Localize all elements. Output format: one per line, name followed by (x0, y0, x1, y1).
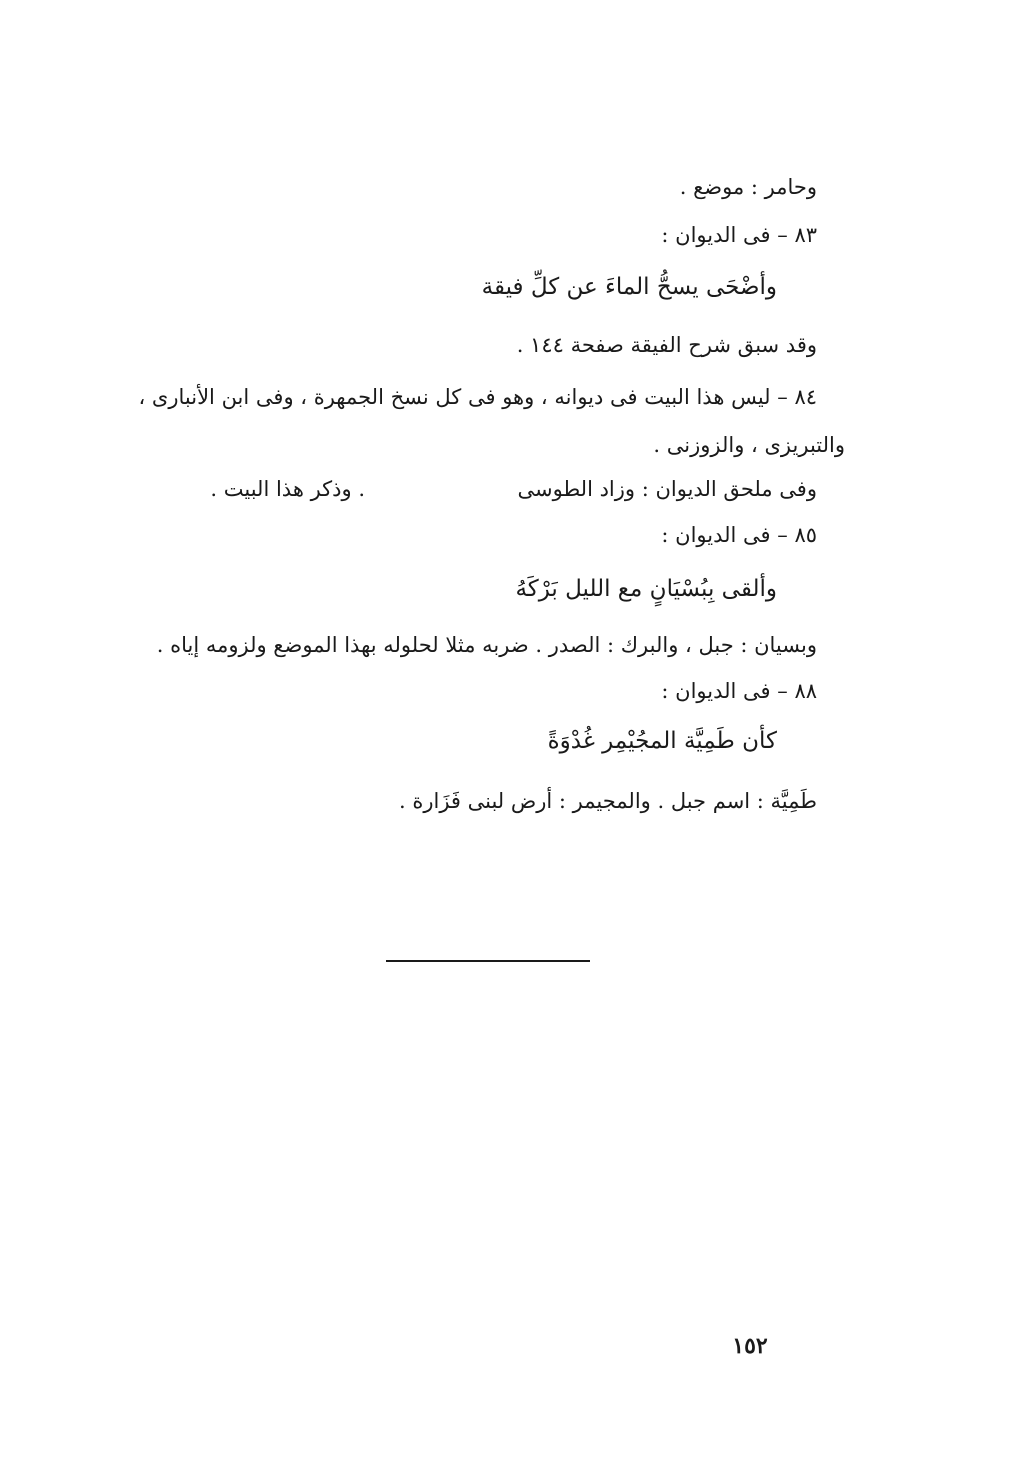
note-88-heading: ٨٨ – فى الديوان : (661, 679, 817, 703)
text-line-hamir: وحامر : موضع . (679, 175, 817, 199)
text-line-fiqa: وقد سبق شرح الفيقة صفحة ١٤٤ . (516, 333, 817, 357)
note-83-heading: ٨٣ – فى الديوان : (661, 223, 817, 247)
section-divider (386, 960, 590, 962)
text-line-busyan: وبسيان : جبل ، والبرك : الصدر . ضربه مثلا لحلوله بهذا الموضع ولزومه إياه . (156, 633, 817, 657)
page-number: ١٥٢ (732, 1333, 768, 1359)
note-84-mulhaq-right: وفى ملحق الديوان : وزاد الطوسى (517, 477, 817, 501)
note-84-line-2: والتبريزى ، والزوزنى . (653, 433, 845, 457)
note-84-mulhaq-left: . وذكر هذا البيت . (210, 477, 365, 501)
verse-85: وألقى بِبُسْيَانٍ مع الليل بَرْكَهُ (515, 576, 777, 602)
verse-83: وأضْحَى يسحُّ الماءَ عن كلِّ فيقة (481, 274, 777, 300)
verse-88: كأن طَمِيَّة المجُيْمِر غُدْوَةً (547, 728, 777, 754)
note-85-heading: ٨٥ – فى الديوان : (661, 523, 817, 547)
text-line-tamiyya: طَمِيَّة : اسم جبل . والمجيمر : أرض لبنى فَزَارة . (398, 789, 817, 813)
note-84-line-1: ٨٤ – ليس هذا البيت فى ديوانه ، وهو فى كل نسخ الجمهرة ، وفى ابن الأنبارى ، (138, 385, 817, 409)
